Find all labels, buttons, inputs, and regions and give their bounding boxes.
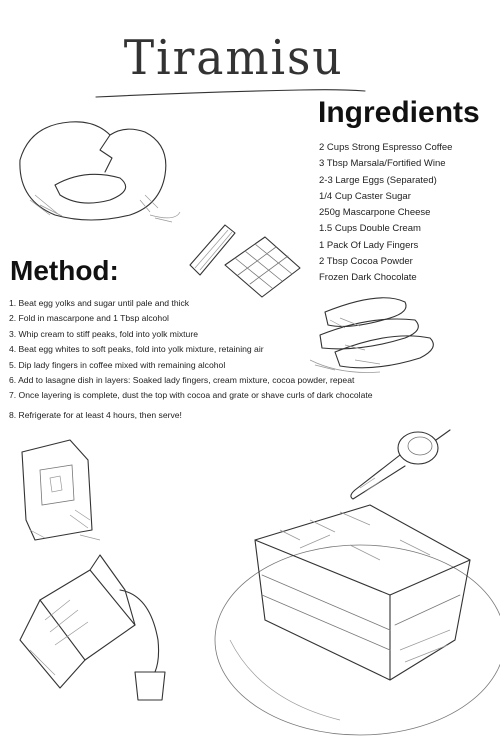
ingredient-item: 250g Mascarpone Cheese	[319, 207, 431, 219]
ingredient-item: 2 Tbsp Cocoa Powder	[319, 256, 413, 268]
ingredients-list	[319, 140, 452, 287]
moka-pot-icon	[20, 555, 165, 700]
chocolate-bar-icon	[190, 225, 300, 297]
method-step: 5. Dip lady fingers in coffee mixed with remaining alcohol	[9, 359, 226, 370]
method-step: 3. Whip cream to stiff peaks, fold into yolk mixture	[9, 328, 198, 339]
method-step: 1. Beat egg yolks and sugar until pale and thick	[9, 298, 190, 308]
ingredient-item: 3 Tbsp Marsala/Fortified Wine	[319, 158, 446, 170]
tiramisu-slice-icon	[215, 505, 500, 735]
method-steps	[9, 298, 373, 425]
method-step: 4. Beat egg whites to soft peaks, fold into yolk mixture, retaining air	[9, 344, 264, 355]
cracked-egg-icon	[20, 122, 180, 222]
method-heading: Method:	[10, 255, 119, 286]
ingredient-item: 2-3 Large Eggs (Separated)	[319, 174, 437, 186]
ingredient-item: 1 Pack Of Lady Fingers	[319, 239, 419, 251]
ingredients-heading: Ingredients	[318, 96, 480, 129]
ingredient-item: 2 Cups Strong Espresso Coffee	[319, 142, 453, 153]
ingredient-item: Frozen Dark Chocolate	[319, 272, 417, 284]
method-step: 8. Refrigerate for at least 4 hours, then serve!	[9, 409, 182, 420]
ingredient-item: 1/4 Cup Caster Sugar	[319, 190, 411, 202]
method-step: 6. Add to lasagne dish in layers: Soaked lady fingers, cream mixture, cocoa powder, repeat	[9, 374, 355, 385]
method-step: 2. Fold in mascarpone and 1 Tbsp alcohol	[9, 313, 169, 324]
method-step: 7. Once layering is complete, dust the top with cocoa and grate or shave curls of dark chocolate	[9, 390, 373, 401]
ingredient-item: 1.5 Cups Double Cream	[319, 223, 421, 235]
cocoa-bag-icon	[22, 440, 100, 540]
cocoa-scoop-icon	[351, 430, 450, 499]
recipe-title: Tiramisu	[123, 30, 344, 86]
